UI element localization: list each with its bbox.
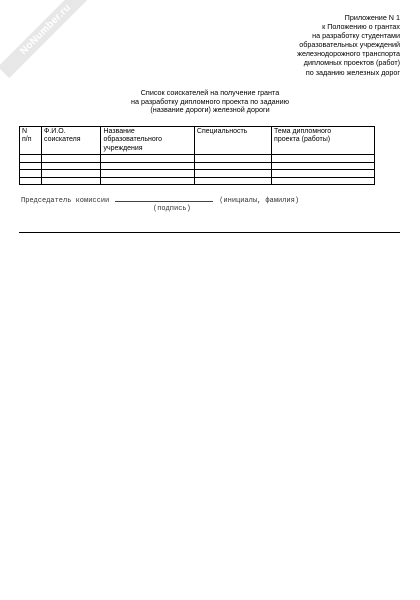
header-cell-topic: [272, 127, 375, 155]
table-cell[interactable]: [101, 162, 194, 170]
table-cell[interactable]: [272, 170, 375, 178]
header-cell-number: [20, 127, 42, 155]
title-line: Список соискателей на получение гранта: [140, 88, 280, 97]
table-cell[interactable]: [194, 155, 271, 163]
header-cell-specialty: [194, 127, 271, 155]
table-cell[interactable]: [194, 177, 271, 185]
table-cell[interactable]: [42, 177, 101, 185]
table-row: [20, 177, 375, 185]
appendix-line: Приложение N 1: [344, 13, 400, 22]
table-cell[interactable]: [20, 155, 42, 163]
table-cell[interactable]: [101, 177, 194, 185]
table-cell[interactable]: [194, 162, 271, 170]
title-line: (название дороги) железной дороги: [150, 105, 270, 115]
appendix-line: образовательных учреждений: [299, 40, 400, 50]
table-cell[interactable]: [101, 170, 194, 178]
table-cell[interactable]: [20, 162, 42, 170]
appendix-line: к Положению о грантах: [322, 22, 400, 32]
table-cell[interactable]: [20, 170, 42, 178]
appendix-line: железнодорожного транспорта: [297, 49, 400, 59]
table-cell[interactable]: [42, 162, 101, 170]
header-text: Ф.И.О. соискателя: [44, 128, 81, 144]
table-cell[interactable]: [272, 155, 375, 163]
watermark-text: NoNumber.ru: [18, 2, 74, 58]
title-line: на разработку дипломного проекта по заданию: [130, 96, 290, 106]
applicants-table: [19, 126, 375, 185]
header-text: N п/п: [22, 128, 32, 144]
horizontal-divider: [19, 232, 400, 233]
table-cell[interactable]: [101, 155, 194, 163]
signature-hint: (инициалы, фамилия): [219, 197, 300, 205]
signature-label: Председатель комиссии: [21, 197, 110, 205]
header-text: Название образовательного учреждения: [103, 128, 163, 152]
header-text: Специальность: [196, 128, 248, 135]
table-header-row: [20, 127, 375, 155]
header-cell-name: [42, 127, 101, 155]
appendix-line: по заданию железных дорог: [305, 67, 400, 77]
document-title: [0, 89, 420, 115]
signature-caption: (подпись): [153, 205, 191, 213]
table-row: [20, 155, 375, 163]
table-cell[interactable]: [272, 177, 375, 185]
appendix-header: [297, 13, 400, 77]
appendix-line: на разработку студентами: [312, 31, 400, 41]
table-cell[interactable]: [20, 177, 42, 185]
table-cell[interactable]: [194, 170, 271, 178]
signature-blank[interactable]: [115, 194, 213, 202]
header-cell-institution: [101, 127, 194, 155]
table-cell[interactable]: [42, 170, 101, 178]
table-row: [20, 170, 375, 178]
table-cell[interactable]: [272, 162, 375, 170]
watermark-badge: [0, 0, 94, 78]
table-row: [20, 162, 375, 170]
appendix-line: дипломных проектов (работ): [303, 58, 400, 68]
table-cell[interactable]: [42, 155, 101, 163]
header-text: Тема дипломного проекта (работы): [274, 128, 332, 144]
